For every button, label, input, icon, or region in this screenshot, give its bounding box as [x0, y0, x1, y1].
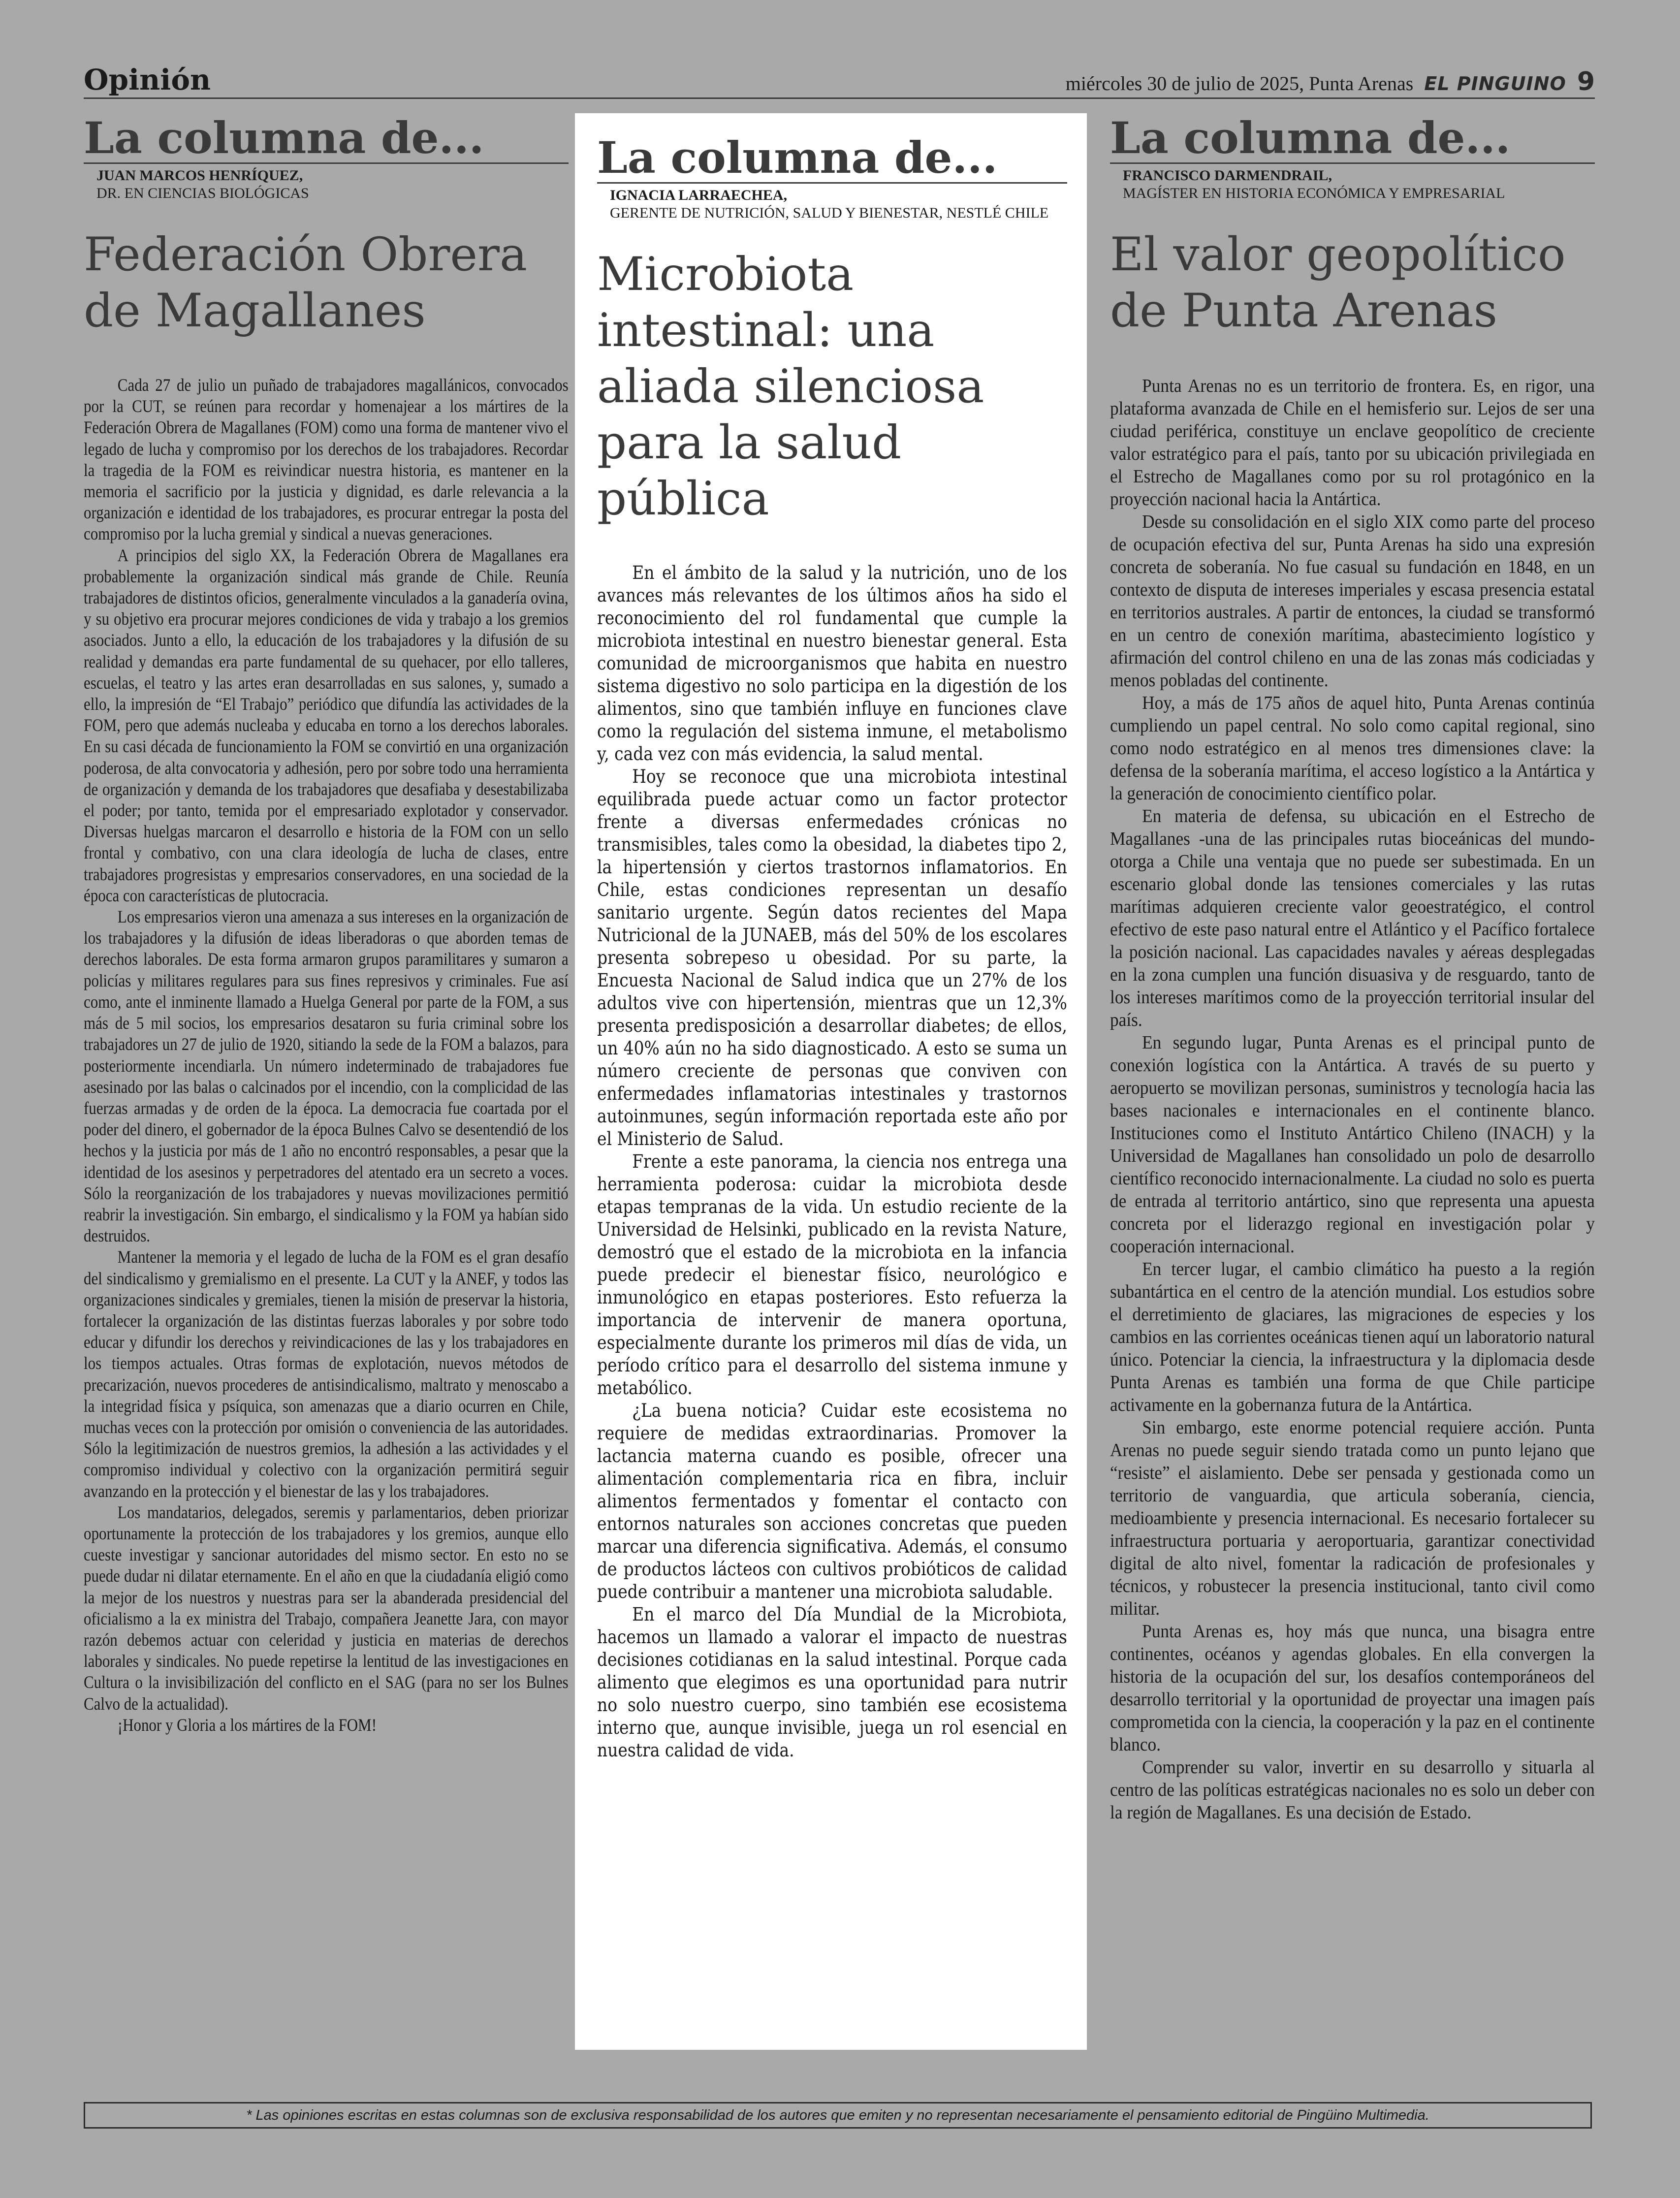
paragraph: Cada 27 de julio un puñado de trabajadores magallánicos, convocados por la CUT, se reúnen para recordar y homenajear a los mártires de la Federación Obrera de Magallanes (FOM) como una forma de mantener vivo el legado de lucha y compromiso por los derechos de los trabajadores. Recordar la tragedia de la FOM es reivindicar nuestra historia, es mantener en la memoria el sacrificio por la justicia y dignidad, es darle relevancia a la organización e identidad de los trabajadores, es procurar entregar la posta del compromiso por la lucha gremial y sindical a nuevas generaciones.: [84, 375, 569, 544]
author-name: JUAN MARCOS HENRÍQUEZ,: [96, 167, 303, 184]
author-title: MAGÍSTER EN HISTORIA ECONÓMICA Y EMPRESARIAL: [1123, 185, 1505, 201]
article-headline: Microbiota intestinal: una aliada silenciosa para la salud pública: [597, 248, 984, 526]
article-headline: Federación Obrera de Magallanes: [84, 228, 527, 338]
paragraph: Frente a este panorama, la ciencia nos entrega una herramienta poderosa: cuidar la microbiota desde etapas tempranas de la vida. Un estudio reciente de la Universidad de Helsinki, publicado en la revista Nature, demostró que el estado de la microbiota en la infancia puede predecir el bienestar físico, neurológico e inmunológico en etapas posteriores. Esto refuerza la importancia de intervenir de manera oportuna, especialmente durante los primeros mil días de vida, un período crítico para el desarrollo del sistema inmune y metabólico.: [597, 1151, 1067, 1399]
paragraph: En tercer lugar, el cambio climático ha puesto a la región subantártica en el centro de la atención mundial. Los estudios sobre el derretimiento de glaciares, las migraciones de especies y los cambios en las corrientes oceánicas tienen aquí un laboratorio natural único. Potenciar la ciencia, la infraestructura y la diplomacia desde Punta Arenas es también una forma de que Chile participe activamente en la gobernanza futura de la Antártica.: [1110, 1259, 1595, 1415]
opinion-column-2: [575, 113, 1087, 2050]
paragraph: Punta Arenas no es un territorio de frontera. Es, en rigor, una plataforma avanzada de Chile en el hemisferio sur. Lejos de ser una ciudad periférica, constituye un enclave geopolítico de creciente valor estratégico para el país, tanto por su ubicación privilegiada en el Estrecho de Magallanes como por su rol protagónico en la proyección nacional hacia la Antártica.: [1110, 376, 1595, 510]
author-name: IGNACIA LARRAECHEA,: [610, 187, 788, 203]
page-header: [84, 63, 1595, 99]
paragraph: A principios del siglo XX, la Federación Obrera de Magallanes era probablemente la organización sindical más grande de Chile. Reunía trabajadores de distintos oficios, generalmente vinculados a la ganadería ovina, y su objetivo era procurar mejores condiciones de vida y trabajo a los gremios asociados. Junto a ello, la educación de los trabajadores y la difusión de su realidad y demandas era parte fundamental de su quehacer, por ello talleres, escuelas, el teatro y las artes eran desarrolladas en sus salones, y, sumado a ello, la impresión de “El Trabajo” periódico que difundía las actividades de la FOM, pero que además nucleaba y educaba en torno a los derechos laborales. En su casi década de funcionamiento la FOM se convirtió en una organización poderosa, de alta convocatoria y adhesión, pero por sobre todo una herramienta de organización y demanda de los trabajadores que desafiaba y desestabilizaba el poder; por tanto, temida por el empresariado explotador y conservador. Diversas huelgas marcaron el desarrollo e historia de la FOM con un sello frontal y combativo, con una clara ideología de lucha de clases, entre trabajadores progresistas y empresarios conservadores, en una sociedad de la época con características de plutocracia.: [84, 545, 569, 905]
paragraph: Desde su consolidación en el siglo XIX como parte del proceso de ocupación efectiva del sur, Punta Arenas ha sido una expresión concreta de soberanía. No fue casual su fundación en 1848, en un contexto de disputa de intereses imperiales y escasa presencia estatal en territorios australes. A partir de entonces, la ciudad se transformó en un centro de conexión marítima, abastecimiento logístico y afirmación del control chileno en una de las zonas más codiciadas y menos pobladas del continente.: [1110, 511, 1595, 691]
page-number: 9: [1577, 67, 1595, 96]
paragraph: En segundo lugar, Punta Arenas es el principal punto de conexión logística con la Antártica. A través de su puerto y aeropuerto se movilizan personas, suministros y tecnología hacia las bases nacionales e internacionales en el continente blanco. Instituciones como el Instituto Antártico Chileno (INACH) y la Universidad de Magallanes han consolidado un polo de desarrollo científico reconocido internacionalmente. La ciudad no solo es puerta de entrada al territorio antártico, sino que representa una apuesta concreta por el liderazgo regional en investigación polar y cooperación internacional.: [1110, 1032, 1595, 1257]
paragraph: ¡Honor y Gloria a los mártires de la FOM!: [117, 1715, 377, 1735]
author-title: DR. EN CIENCIAS BIOLÓGICAS: [96, 185, 309, 201]
article-body: [597, 562, 1067, 1762]
article-body: [84, 375, 569, 1736]
newspaper-logo: EL PINGUINO: [1424, 73, 1566, 95]
disclaimer-footnote: * Las opiniones escritas en estas columnas son de exclusiva responsabilidad de los autores que emiten y no representan necesariamente el pensamiento editorial de Pingüino Multimedia.: [84, 2102, 1592, 2129]
paragraph: Punta Arenas es, hoy más que nunca, una bisagra entre continentes, océanos y agendas globales. En ella convergen la historia de la ocupación del sur, los desafíos contemporáneos del desarrollo territorial y la oportunidad de proyectar una imagen país comprometida con la ciencia, la cooperación y la paz en el continente blanco.: [1110, 1621, 1595, 1755]
column-2-inner: [597, 133, 1067, 1762]
header-meta: [1066, 67, 1595, 96]
paragraph: En materia de defensa, su ubicación en el Estrecho de Magallanes -una de las principales rutas bioceánicas del mundo- otorga a Chile una ventaja que no puede ser subestimada. En un escenario global donde las tensiones comerciales y las rutas marítimas adquieren creciente valor geoestratégico, el control efectivo de este paso natural entre el Atlántico y el Pacífico fortalece la posición nacional. Las capacidades navales y aéreas desplegadas en la zona cumplen una función disuasiva y de resguardo, tanto de los intereses marítimos como de la proyección territorial insular del país.: [1110, 806, 1595, 1030]
date-line: miércoles 30 de julio de 2025, Punta Arenas: [1065, 72, 1414, 95]
column-heading: La columna de...: [84, 113, 569, 164]
paragraph: Comprender su valor, invertir en su desarrollo y situarla al centro de las políticas estratégicas nacionales no es solo un deber con la región de Magallanes. Es una decisión de Estado.: [1110, 1757, 1595, 1823]
paragraph: Los empresarios vieron una amenaza a sus intereses en la organización de los trabajadores y la difusión de ideas liberadoras o que aborden temas de derechos laborales. De esta forma armaron grupos paramilitares y sumaron a policías y militares regulares para sus fines represivos y criminales. Fue así como, ante el inminente llamado a Huelga General por parte de la FOM, a sus más de 5 mil socios, los empresarios desataron su furia criminal sobre los trabajadores un 27 de julio de 1920, sitiando la sede de la FOM a balazos, para posteriormente incendiarla. Un número indeterminado de trabajadores fue asesinado por las balas o calcinados por el incendio, con la complicidad de las fuerzas armadas y de orden de la época. La democracia fue coartada por el poder del dinero, el gobernador de la época Bulnes Calvo se desentendió de los hechos y la justicia por más de 1 año no encontró responsables, a pesar que la identidad de los asesinos y perpetradores del atentado era un secreto a voces. Sólo la reorganización de los trabajadores y nuevas movilizaciones permitió reabrir la investigación. Sin embargo, el sindicalismo y la FOM ya habían sido destruidos.: [84, 907, 569, 1246]
paragraph: Sin embargo, este enorme potencial requiere acción. Punta Arenas no puede seguir siendo tratada como un punto lejano que “resiste” el aislamiento. Debe ser pensada y gestionada como un territorio de vanguardia, que articula soberanía, ciencia, medioambiente y presencia internacional. Es necesario fortalecer su infraestructura portuaria y aeroportuaria, garantizar conectividad digital de alto nivel, fomentar la radicación de profesionales y técnicos, y robustecer la presencia institucional, tanto civil como militar.: [1110, 1417, 1595, 1619]
paragraph: Los mandatarios, delegados, seremis y parlamentarios, deben priorizar oportunamente la protección de los trabajadores y los gremios, aunque ello cueste investigar y sancionar autoridades del mismo sector. En esto no se puede dudar ni dilatar eternamente. En el año en que la ciudadanía eligió como la mejor de los nuestros y nuestras para ser la abanderada presidencial del oficialismo a la ex ministra del Trabajo, compañera Jeanette Jara, con mayor razón debemos actuar con celeridad y justicia en materias de derechos laborales y sindicales. No puede repetirse la lentitud de las investigaciones en Cultura o la invisibilización del conflicto en el SAG (para no ser los Bulnes Calvo de la actualidad).: [84, 1502, 569, 1714]
author-name: FRANCISCO DARMENDRAIL,: [1123, 167, 1332, 184]
column-heading: La columna de...: [1110, 113, 1595, 164]
paragraph: En el marco del Día Mundial de la Microbiota, hacemos un llamado a valorar el impacto de nuestras decisiones cotidianas en la salud intestinal. Porque cada alimento que elegimos es una oportunidad para nutrir no solo nuestro cuerpo, sino también ese ecosistema interno que, aunque invisible, juega un rol esencial en nuestra calidad de vida.: [597, 1604, 1067, 1761]
paragraph: Hoy se reconoce que una microbiota intestinal equilibrada puede actuar como un factor protector frente a diversas enfermedades crónicas no transmisibles, tales como la obesidad, la diabetes tipo 2, la hipertensión y ciertos trastornos inflamatorios. En Chile, estas condiciones representan un desafío sanitario urgente. Según datos recientes del Mapa Nutricional de la JUNAEB, más del 50% de los escolares presenta sobrepeso u obesidad. Por su parte, la Encuesta Nacional de Salud indica que un 27% de los adultos vive con hipertensión, mientras que un 12,3% presenta predisposición a desarrollar diabetes; de ellos, un 40% aún no ha sido diagnosticado. A esto se suma un número creciente de personas que conviven con enfermedades inflamatorias intestinales y trastornos autoinmunes, según información reportada este año por el Ministerio de Salud.: [597, 766, 1067, 1149]
article-headline: El valor geopolítico de Punta Arenas: [1110, 228, 1566, 338]
paragraph: Mantener la memoria y el legado de lucha de la FOM es el gran desafío del sindicalismo y gremialismo en el presente. La CUT y la ANEF, y todos las organizaciones sindicales y gremiales, tienen la misión de preservar la historia, fortalecer la organización de las distintas fuerzas laborales y por sobre todo educar y difundir los derechos y reivindicaciones de las y los trabajadores en los tiempos actuales. Otras formas de explotación, nuevos métodos de precarización, nuevos procederes de antisindicalismo, maltrato y menoscabo a la integridad física y psíquica, son amenazas que a diario ocurren en Chile, muchas veces con la protección por omisión o conveniencia de las autoridades. Sólo la legitimización de nuestros gremios, la adhesión a las actividades y el compromiso individual y colectivo con la organización permitirá seguir avanzando en la protección y el bienestar de las y los trabajadores.: [84, 1247, 569, 1501]
opinion-column-3: [1110, 113, 1595, 1824]
paragraph: En el ámbito de la salud y la nutrición, uno de los avances más relevantes de los últimos años ha sido el reconocimiento del rol fundamental que cumple la microbiota intestinal en nuestro bienestar general. Esta comunidad de microorganismos que habita en nuestro sistema digestivo no solo participa en la digestión de los alimentos, sino que también influye en funciones clave como la regulación del sistema inmune, el metabolismo y, cada vez con más evidencia, la salud mental.: [597, 562, 1067, 765]
paragraph: ¿La buena noticia? Cuidar este ecosistema no requiere de medidas extraordinarias. Promover la lactancia materna cuando es posible, ofrecer una alimentación complementaria rica en fibra, incluir alimentos fermentados y fomentar el contacto con entornos naturales son acciones concretas que pueden marcar una diferencia significativa. Además, el consumo de productos lácteos con cultivos probióticos de calidad puede contribuir a mantener una microbiota saludable.: [597, 1400, 1067, 1602]
column-heading: La columna de...: [597, 133, 1067, 184]
paragraph: Hoy, a más de 175 años de aquel hito, Punta Arenas continúa cumpliendo un papel central. No solo como capital regional, sino como nodo estratégico en al menos tres dimensiones clave: la defensa de la soberanía marítima, el acceso logístico a la Antártica y la generación de conocimiento científico polar.: [1110, 693, 1595, 804]
author-title: GERENTE DE NUTRICIÓN, SALUD Y BIENESTAR, NESTLÉ CHILE: [610, 205, 1049, 221]
article-body: [1110, 375, 1595, 1824]
opinion-column-1: [84, 113, 569, 1736]
section-label: Opinión: [84, 63, 211, 96]
